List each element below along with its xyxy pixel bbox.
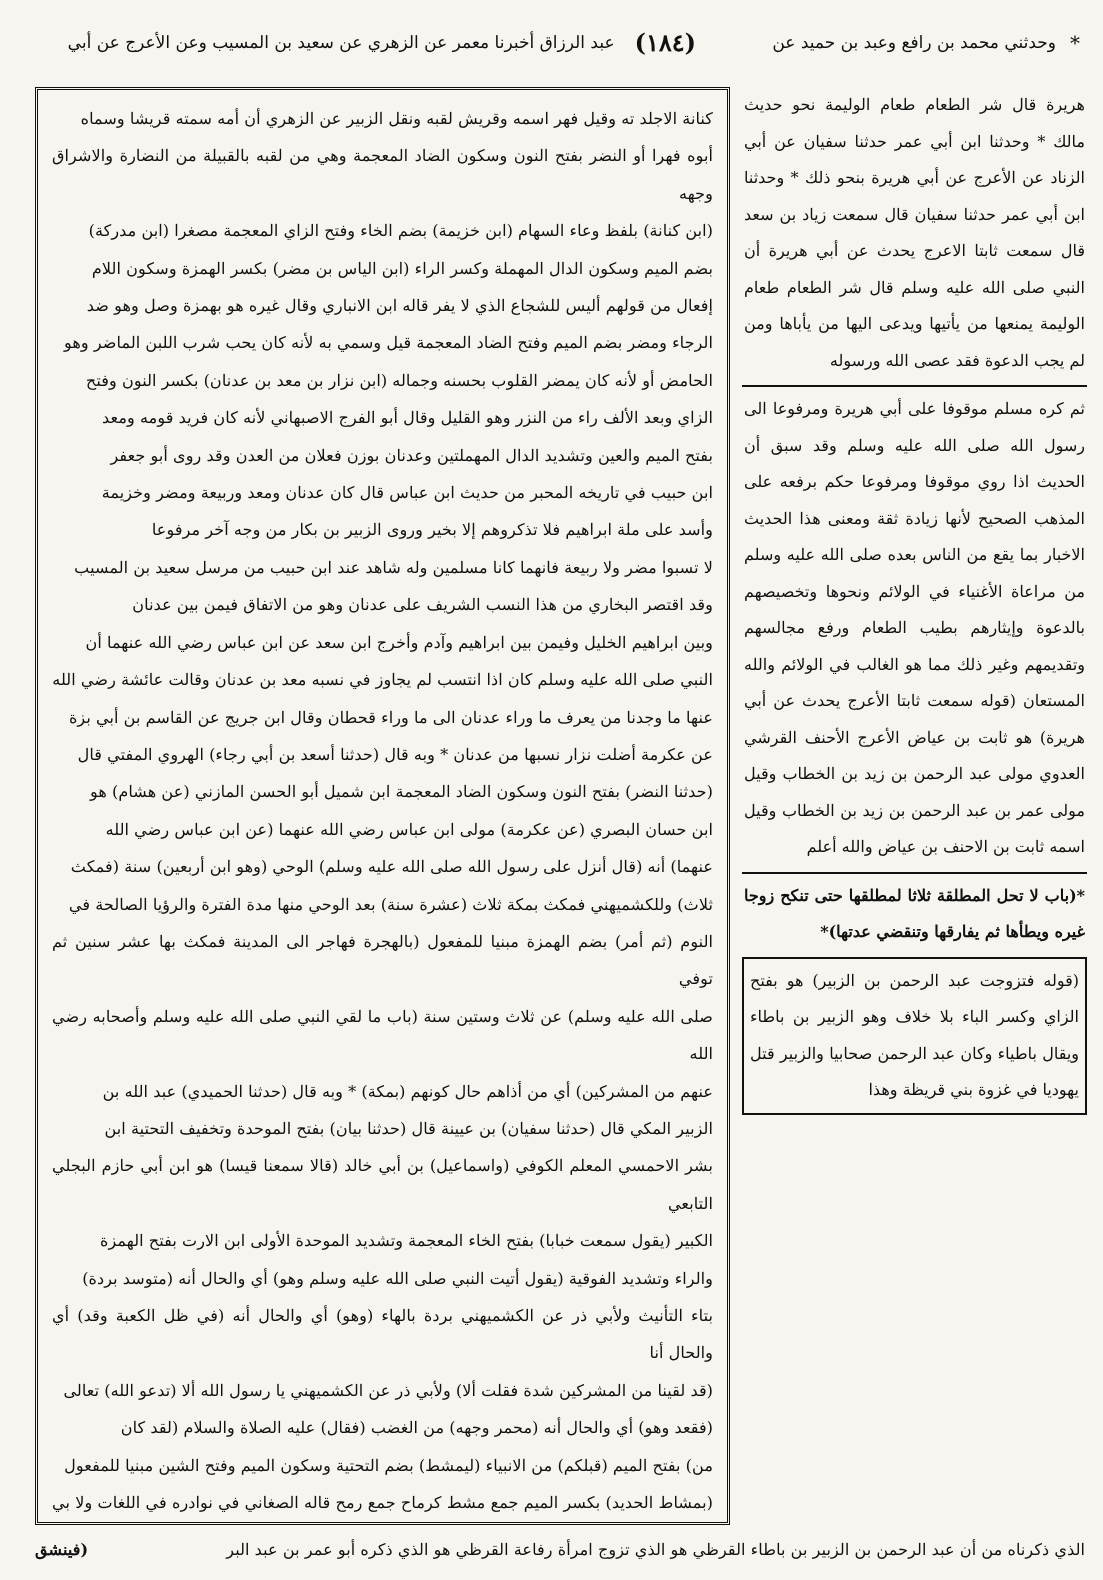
main-text-line: الرجاء ومضر بضم الميم وفتح الضاد المعجمة قيل وسمي به لأنه كان يحب شرب اللبن الماضر وهو <box>64 333 713 353</box>
main-text-line: (قد لقينا من المشركين شدة فقلت ألا) ولأبي ذر عن الكشميهني يا رسول الله ألا (تدعو الله) تعالى <box>63 1380 713 1400</box>
main-text-line: بتاء التأنيث ولأبي ذر عن الكشميهني بردة بالهاء (وهو) أي والحال أنه (في ظل الكعبة وقد) أي والحال أنا <box>52 1306 713 1363</box>
page-header <box>30 30 1080 82</box>
margin-nawawi-commentary: ثم كره مسلم موقوفا على أبي هريرة ومرفوعا الى رسول الله صلى الله عليه وسلم وقد سبق أن الحديث اذا روي موقوفا ومرفوعا حكم برفعه على المذهب الصحيح لأنها زيادة ثقة ومعنى هذا الحديث الاخبار بما يقع من الناس بعده صلى الله عليه وسلم من مراعاة الأغنياء في الولائم ونحوها وتخصيصهم بالدعوة وإيثارهم بطيب الطعام ورفع مجالسهم وتقديمهم وغير ذلك مما هو الغالب في الولائم والله المستعان (قوله سمعت ثابتا الأعرج يحدث عن أبي هريرة) هو ثابت بن عياض الأعرج الأحنف القرشي العدوي مولى عبد الرحمن بن زيد بن الخطاب وقيل مولى عمر بن عبد الرحمن بن زيد بن الخطاب وقيل اسمه ثابت بن الاحنف بن عياض والله أعلم <box>744 399 1085 856</box>
main-text-line: النوم (ثم أمر) بضم الهمزة مبنيا للمفعول (بالهجرة فهاجر الى المدينة فمكث بها عشر سنين ثم توفي <box>52 931 713 989</box>
main-text-line: عن عكرمة أضلت نزار نسبها من عدنان * وبه قال (حدثنا أسعد بن أبي رجاء) الهروي المفتي قال <box>77 744 713 764</box>
main-text-line: (حدثنا النضر) بفتح النون وسكون الضاد المعجمة ابن شميل أبو الحسن المازني (عن هشام) هو <box>89 782 713 802</box>
main-text-line: الحامض أو لأنه كان يمضر القلوب بحسنه وجماله (ابن نزار بن معد بن عدنان) بكسر النون وفتح <box>85 370 713 390</box>
main-text-line: كنانة الاجلد ته وقيل فهر اسمه وقريش لقبه ونقل الزبير عن الزهري أن أمه سمته قريشا وسماه <box>80 109 713 128</box>
main-text-line: (فقعد وهو) أي والحال أنه (محمر وجهه) من الغضب (فقال) عليه الصلاة والسلام (لقد كان <box>120 1418 713 1438</box>
main-text-line: وبين ابراهيم الخليل وفيمن بين ابراهيم وآدم وأخرج ابن سعد عن ابن عباس رضي الله عنهما أن <box>85 632 713 652</box>
margin-commentary <box>742 87 1087 1577</box>
header-left-text: عبد الرزاق أخبرنا معمر عن الزهري عن سعيد بن المسيب وعن الأعرج عن أبي <box>67 33 615 53</box>
margin-boxed-commentary <box>742 957 1087 1115</box>
main-text-line: أبوه فهرا أو النضر بفتح النون وسكون الضاد المعجمة وهي من لقبه بالقبيلة من النضارة والاشراق وجهه <box>52 146 713 203</box>
main-text-line: وأسد على ملة ابراهيم فلا تذكروهم إلا بخير وروى الزبير بن بكار من وجه آخر مرفوعا <box>151 520 713 540</box>
page-number: (١٨٤) <box>634 28 696 57</box>
catchword: (فينشق <box>35 1540 89 1559</box>
main-text-line: لا تسبوا مضر ولا ربيعة فانهما كانا مسلمين وله شاهد عند ابن حبيب من مرسل سعيد بن المسيب <box>74 557 713 577</box>
main-text-line: بشر الاحمسي المعلم الكوفي (واسماعيل) بن أبي خالد (قالا سمعنا قيسا) هو ابن أبي حازم البجلي التابعي <box>52 1156 713 1213</box>
main-text-box <box>35 87 730 1525</box>
main-text-line: بضم الميم وسكون الدال المهملة وكسر الراء (ابن الياس بن مضر) بكسر الهمزة وسكون اللام <box>91 258 713 278</box>
chapter-heading: *(باب لا تحل المطلقة ثلاثا لمطلقها حتى تنكح زوجا غيره ويطأها ثم يفارقها وتنقضي عدتها)* <box>744 885 1085 941</box>
main-text-line: عنهما) أنه (قال أنزل على رسول الله صلى الله عليه وسلم) الوحي (وهو ابن أربعين) سنة (فمكث <box>70 857 713 877</box>
margin-divider-2 <box>742 872 1087 874</box>
main-text-line: إفعال من قولهم أليس للشجاع الذي لا يفر قاله ابن الانباري وقال غيره هو بهمزة وصل وهو ضد <box>86 296 713 316</box>
main-text-line: عنها ما وجدنا من يعرف ما وراء عدنان الى ما وراء قحطان وقال ابن جريج عن القاسم بن أبي بزة <box>68 707 713 727</box>
main-text-line: عنهم من المشركين) أي من أذاهم حال كونهم (بمكة) * وبه قال (حدثنا الحميدي) عبد الله بن <box>102 1081 713 1101</box>
main-text-line: ابن حبيب في تاريخه المحبر من حديث ابن عباس قال كان عدنان ومعد وربيعة ومضر وخزيمة <box>101 483 713 503</box>
page-footer <box>35 1528 1085 1572</box>
margin-hadith-text: هريرة قال شر الطعام طعام الوليمة نحو حديث مالك * وحدثنا ابن أبي عمر حدثنا سفيان عن أبي الزناد عن الأعرج عن أبي هريرة بنحو ذلك * وحدثنا ابن أبي عمر حدثنا سفيان قال سمعت زياد بن سعد قال سمعت ثابتا الاعرج يحدث عن أبي هريرة أن النبي صلى الله عليه وسلم قال شر الطعام طعام الوليمة يمنعها من يأتيها ويدعى اليها من يأباها ومن لم يجب الدعوة فقد عصى الله ورسوله <box>744 95 1085 370</box>
main-text-line: وقد اقتصر البخاري من هذا النسب الشريف على عدنان وهو من الاتفاق فيمن بين عدنان <box>132 595 713 615</box>
star-marker: * <box>1070 31 1080 55</box>
main-text-line: ابن حسان البصري (عن عكرمة) مولى ابن عباس رضي الله عنهما (عن ابن عباس رضي الله <box>105 819 713 839</box>
main-text-line: الزبير المكي قال (حدثنا سفيان) بن عيينة قال (حدثنا بيان) بفتح الموحدة وتخفيف التحتية ابن <box>104 1118 713 1138</box>
main-text-line: والراء وتشديد الفوقية (يقول أتيت النبي صلى الله عليه وسلم وهو) أي والحال أنه (متوسد بردة) <box>82 1268 713 1288</box>
header-right-text: وحدثني محمد بن رافع وعبد بن حميد عن <box>772 33 1056 53</box>
main-text-line: ثلاث) وللكشميهني فمكث بمكة ثلاث (عشرة سنة) بعد الوحي منها مدة الفترة والرؤيا الصالحة في <box>68 894 713 914</box>
margin-boxed-text: (قوله فتزوجت عبد الرحمن بن الزبير) هو بفتح الزاي وكسر الباء بلا خلاف وهو الزبير بن باطاء ويقال باطياء وكان عبد الرحمن صحابيا والزبير قتل يهوديا في غزوة بني قريظة وهذا <box>750 970 1079 1099</box>
margin-divider <box>742 385 1087 387</box>
main-text-line: من) بفتح الميم (قبلكم) من الانبياء (ليمشط) بضم التحتية وسكون الميم وفتح الشين مبنيا للمفعول <box>64 1455 713 1475</box>
main-text-line: بفتح الميم والعين وتشديد الدال المهملتين وعدنان بوزن فعلان من العدن وقد روى أبو جعفر <box>110 445 713 465</box>
main-text-line: صلى الله عليه وسلم) عن ثلاث وستين سنة (باب ما لقي النبي صلى الله عليه وسلم وأصحابه رضي الله <box>52 1006 713 1064</box>
main-text-line: النبي صلى الله عليه وسلم كان اذا انتسب لم يجاوز في نسبه معد بن عدنان وقالت عائشة رضي الله <box>52 670 713 690</box>
main-text-line: (بمشاط الحديد) بكسر الميم جمع مشط كرماح جمع رمح قاله الصغاني في نوادره في اللغات ولا بي <box>52 1493 713 1513</box>
main-text-line: (ابن كنانة) بلفظ وعاء السهام (ابن خزيمة) بضم الخاء وفتح الزاي المعجمة مصغرا (ابن مدركة) <box>88 221 713 241</box>
main-text-line: الكبير (يقول سمعت خبابا) بفتح الخاء المعجمة وتشديد الموحدة الأولى ابن الارت بفتح الهمزة <box>100 1231 713 1251</box>
main-text-line: الزاي وبعد الألف راء من النزر وهو القليل وقال أبو الفرج الاصبهاني لأنه كان فريد قومه ومعد <box>102 408 713 428</box>
footer-line: الذي ذكرناه من أن عبد الرحمن بن الزبير بن باطاء القرظي هو الذي تزوج امرأة رفاعة القرظي هو الذي ذكره أبو عمر بن عبد البر <box>226 1540 1085 1559</box>
